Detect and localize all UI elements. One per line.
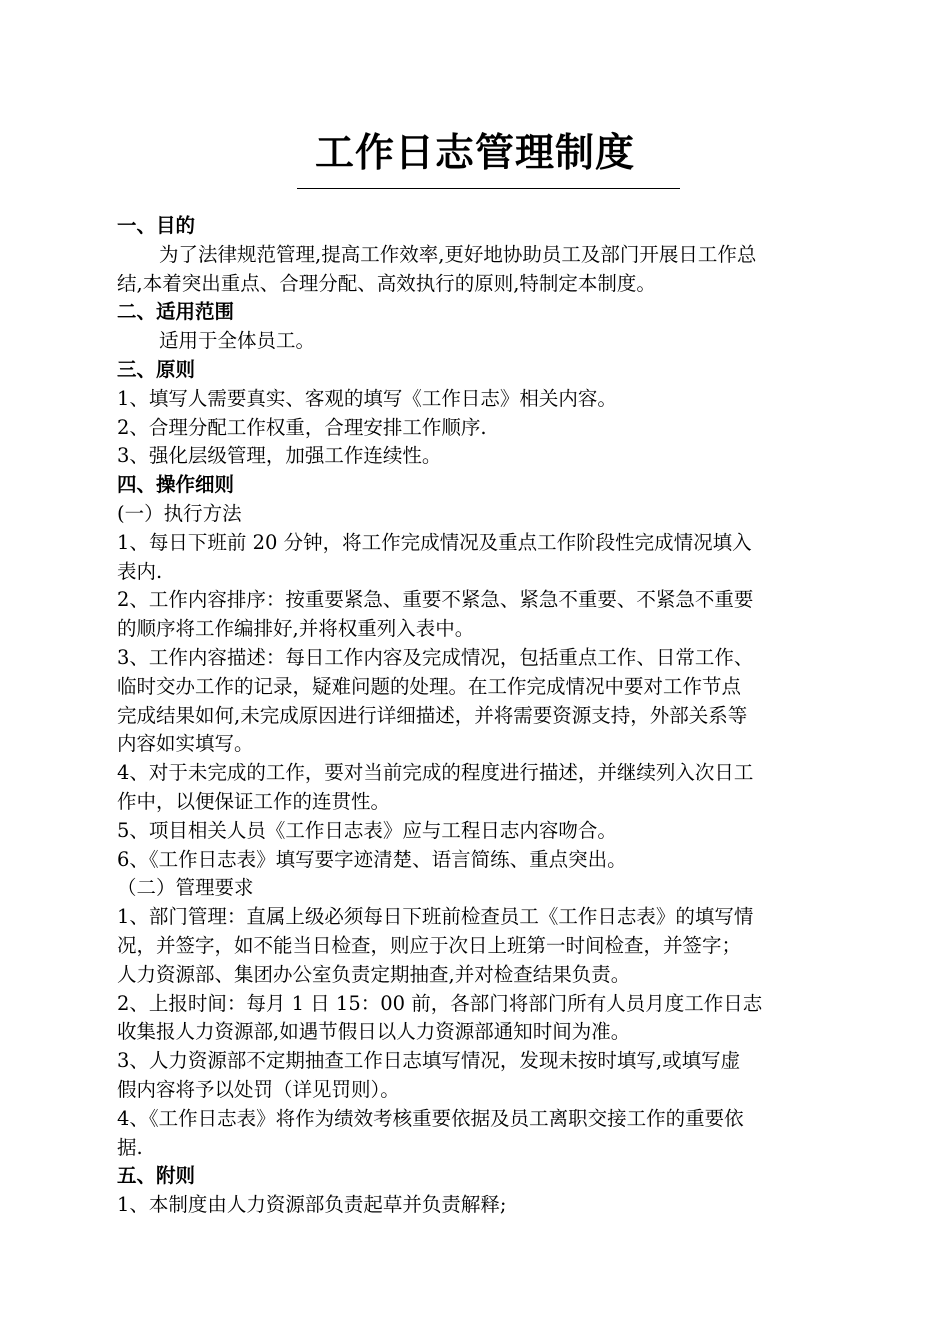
section-heading: 一、目的 — [117, 214, 196, 237]
paragraph-line: 1、每日下班前 20 分钟，将工作完成情况及重点工作阶段性完成情况填入 — [117, 530, 752, 554]
paragraph-line: 4、《工作日志表》将作为绩效考核重要依据及员工离职交接工作的重要依 — [117, 1106, 744, 1130]
section-heading: 三、原则 — [117, 357, 196, 381]
paragraph-line: 适用于全体员工。 — [159, 329, 316, 353]
document-body — [117, 212, 837, 1220]
paragraph-line: 为了法律规范管理,提高工作效率,更好地协助员工及部门开展日工作总 — [159, 242, 757, 266]
title-underline — [297, 188, 680, 189]
paragraph-line: 结,本着突出重点、合理分配、高效执行的原则,特制定本制度。 — [117, 271, 656, 295]
paragraph-line: 1、填写人需要真实、客观的填写《工作日志》相关内容。 — [117, 386, 617, 410]
paragraph-line: 临时交办工作的记录，疑难问题的处理。在工作完成情况中要对工作节点 — [117, 674, 742, 698]
paragraph-line: 据. — [117, 1135, 143, 1159]
paragraph-line: 2、合理分配工作权重，合理安排工作顺序. — [117, 415, 487, 439]
paragraph-line: 1、本制度由人力资源部负责起草并负责解释; — [117, 1193, 507, 1217]
paragraph-line: 3、强化层级管理，加强工作连续性。 — [117, 444, 442, 468]
paragraph-line: 况，并签字，如不能当日检查，则应于次日上班第一时间检查，并签字； — [117, 933, 742, 957]
paragraph-line: 的顺序将工作编排好,并将权重列入表中。 — [117, 617, 475, 641]
paragraph-line: 2、上报时间：每月 1 日 15：00 前，各部门将部门所有人员月度工作日志 — [117, 991, 763, 1015]
paragraph-line: 完成结果如何,未完成原因进行详细描述，并将需要资源支持，外部关系等 — [117, 703, 748, 727]
section-heading: 二、适用范围 — [117, 300, 235, 324]
section-heading: 四、操作细则 — [117, 473, 235, 497]
section-heading: 五、附则 — [117, 1164, 196, 1188]
paragraph-line: 6、《工作日志表》填写要字迹清楚、语言简练、重点突出。 — [117, 847, 627, 871]
document-title: 工作日志管理制度 — [314, 131, 635, 176]
paragraph-line: 5、项目相关人员《工作日志表》应与工程日志内容吻合。 — [117, 818, 617, 842]
paragraph-line: 3、工作内容描述：每日工作内容及完成情况，包括重点工作、日常工作、 — [117, 645, 754, 669]
paragraph-line: 3、人力资源部不定期抽查工作日志填写情况，发现未按时填写,或填写虚 — [117, 1049, 741, 1073]
paragraph-line: 人力资源部、集团办公室负责定期抽查,并对检查结果负责。 — [117, 962, 631, 986]
paragraph-line: 表内. — [117, 559, 163, 583]
paragraph-line: （二）管理要求 — [117, 876, 254, 900]
paragraph-line: 1、部门管理：直属上级必须每日下班前检查员工《工作日志表》的填写情 — [117, 905, 754, 929]
paragraph-line: 收集报人力资源部,如遇节假日以人力资源部通知时间为准。 — [117, 1020, 631, 1044]
paragraph-line: (一）执行方法 — [117, 501, 242, 525]
paragraph-line: 2、工作内容排序：按重要紧急、重要不紧急、紧急不重要、不紧急不重要 — [117, 588, 754, 612]
paragraph-line: 内容如实填写。 — [117, 732, 254, 756]
paragraph-line: 4、对于未完成的工作，要对当前完成的程度进行描述，并继续列入次日工 — [117, 761, 754, 785]
paragraph-line: 作中，以便保证工作的连贯性。 — [117, 789, 391, 813]
paragraph-line: 假内容将予以处罚（详见罚则）。 — [117, 1077, 400, 1101]
